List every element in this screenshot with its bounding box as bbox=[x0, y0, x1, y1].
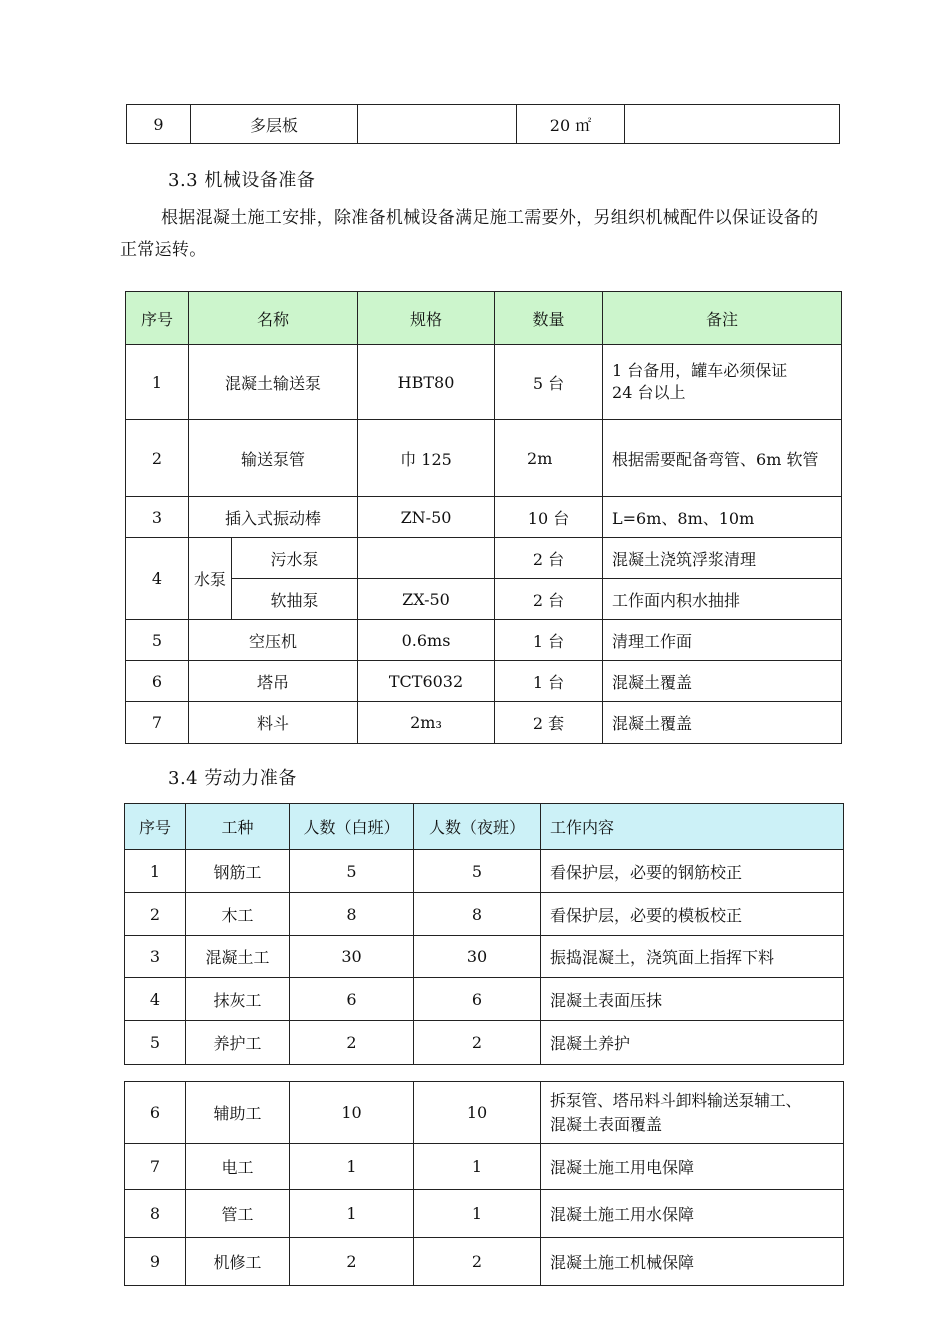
table-row bbox=[125, 1190, 844, 1238]
header-note: 备注 bbox=[603, 292, 842, 345]
labor-work: 混凝土施工机械保障 bbox=[541, 1238, 844, 1286]
work-line-2: 混凝土表面覆盖 bbox=[550, 1114, 663, 1134]
equipment-qty: 2 台 bbox=[495, 538, 603, 579]
equipment-spec: 0.6ms bbox=[358, 620, 495, 661]
equipment-name: 料斗 bbox=[189, 702, 358, 744]
header-type: 工种 bbox=[186, 804, 290, 850]
table-header-row bbox=[126, 292, 842, 345]
equipment-note: L=6m、8m、10m bbox=[603, 497, 842, 538]
labor-type: 抹灰工 bbox=[186, 978, 290, 1021]
header-no: 序号 bbox=[126, 292, 189, 345]
labor-type: 混凝土工 bbox=[186, 936, 290, 978]
section-paragraph bbox=[120, 202, 850, 266]
labor-type: 钢筋工 bbox=[186, 850, 290, 893]
table-row bbox=[127, 105, 840, 144]
material-spec bbox=[358, 105, 517, 144]
labor-night: 10 bbox=[414, 1082, 541, 1144]
row-no: 7 bbox=[126, 702, 189, 744]
labor-type: 养护工 bbox=[186, 1021, 290, 1065]
row-no: 4 bbox=[126, 538, 189, 620]
header-no: 序号 bbox=[125, 804, 186, 850]
table-row bbox=[125, 1144, 844, 1190]
labor-day: 2 bbox=[290, 1238, 414, 1286]
header-spec: 规格 bbox=[358, 292, 495, 345]
row-no: 9 bbox=[127, 105, 191, 144]
table-row bbox=[125, 1238, 844, 1286]
row-no: 6 bbox=[125, 1082, 186, 1144]
equipment-qty: 1 台 bbox=[495, 620, 603, 661]
row-no: 8 bbox=[125, 1190, 186, 1238]
equipment-name: 混凝土输送泵 bbox=[189, 345, 358, 420]
row-no: 1 bbox=[126, 345, 189, 420]
labor-day: 8 bbox=[290, 893, 414, 936]
paragraph-line-1: 根据混凝土施工安排，除准备机械设备满足施工需要外，另组织机械配件以保证设备的 bbox=[161, 208, 819, 228]
labor-work: 看保护层，必要的模板校正 bbox=[541, 893, 844, 936]
header-work: 工作内容 bbox=[541, 804, 844, 850]
table-row bbox=[125, 1021, 844, 1065]
note-line-1: 1 台备用，罐车必须保证 bbox=[612, 361, 788, 380]
equipment-note: 工作面内积水抽排 bbox=[603, 579, 842, 620]
table-header-row bbox=[125, 804, 844, 850]
table-row bbox=[126, 497, 842, 538]
equipment-name: 塔吊 bbox=[189, 661, 358, 702]
equipment-qty: 1 台 bbox=[495, 661, 603, 702]
equipment-name: 污水泵 bbox=[232, 538, 358, 579]
table-row bbox=[126, 420, 842, 497]
labor-type: 机修工 bbox=[186, 1238, 290, 1286]
equipment-note: 清理工作面 bbox=[603, 620, 842, 661]
labor-day: 1 bbox=[290, 1190, 414, 1238]
labor-day: 6 bbox=[290, 978, 414, 1021]
work-line-1: 拆泵管、塔吊料斗卸料输送泵辅工、 bbox=[550, 1090, 802, 1110]
labor-day: 30 bbox=[290, 936, 414, 978]
labor-work: 混凝土养护 bbox=[541, 1021, 844, 1065]
row-no: 3 bbox=[126, 497, 189, 538]
row-no: 7 bbox=[125, 1144, 186, 1190]
table-row bbox=[126, 579, 842, 620]
labor-work: 混凝土表面压抹 bbox=[541, 978, 844, 1021]
labor-night: 2 bbox=[414, 1238, 541, 1286]
header-qty: 数量 bbox=[495, 292, 603, 345]
labor-night: 30 bbox=[414, 936, 541, 978]
section-heading-3-4: 3.4 劳动力准备 bbox=[168, 768, 297, 789]
row-no: 2 bbox=[126, 420, 189, 497]
row-no: 9 bbox=[125, 1238, 186, 1286]
equipment-spec: HBT80 bbox=[358, 345, 495, 420]
labor-type: 辅助工 bbox=[186, 1082, 290, 1144]
equipment-spec: ZN-50 bbox=[358, 497, 495, 538]
labor-table bbox=[124, 803, 844, 1065]
header-day: 人数（白班） bbox=[290, 804, 414, 850]
table-row bbox=[125, 978, 844, 1021]
note-line-2: 24 台以上 bbox=[612, 383, 686, 402]
labor-table-continued bbox=[124, 1081, 844, 1286]
row-no: 5 bbox=[126, 620, 189, 661]
equipment-note: 根据需要配备弯管、6m 软管 bbox=[603, 420, 842, 497]
paragraph-line-2: 正常运转。 bbox=[120, 240, 207, 260]
table-row bbox=[125, 893, 844, 936]
material-note bbox=[625, 105, 840, 144]
labor-night: 1 bbox=[414, 1144, 541, 1190]
table-row bbox=[125, 936, 844, 978]
equipment-spec: 2m₃ bbox=[358, 702, 495, 744]
labor-day: 1 bbox=[290, 1144, 414, 1190]
table-row bbox=[126, 702, 842, 744]
labor-night: 6 bbox=[414, 978, 541, 1021]
labor-night: 5 bbox=[414, 850, 541, 893]
equipment-name: 软抽泵 bbox=[232, 579, 358, 620]
equipment-note: 混凝土覆盖 bbox=[603, 702, 842, 744]
section-heading-3-3: 3.3 机械设备准备 bbox=[168, 170, 316, 191]
row-no: 5 bbox=[125, 1021, 186, 1065]
labor-type: 木工 bbox=[186, 893, 290, 936]
material-qty: 20 ㎡ bbox=[517, 105, 625, 144]
labor-day: 5 bbox=[290, 850, 414, 893]
equipment-qty: 2 台 bbox=[495, 579, 603, 620]
table-row bbox=[125, 1082, 844, 1144]
equipment-qty: 2 套 bbox=[495, 702, 603, 744]
labor-type: 电工 bbox=[186, 1144, 290, 1190]
header-night: 人数（夜班） bbox=[414, 804, 541, 850]
row-no: 6 bbox=[126, 661, 189, 702]
row-no: 3 bbox=[125, 936, 186, 978]
labor-work bbox=[541, 1082, 844, 1144]
table-row bbox=[126, 345, 842, 420]
equipment-qty: 5 台 bbox=[495, 345, 603, 420]
equipment-qty: 10 台 bbox=[495, 497, 603, 538]
labor-day: 10 bbox=[290, 1082, 414, 1144]
row-no: 2 bbox=[125, 893, 186, 936]
equipment-spec: ZX-50 bbox=[358, 579, 495, 620]
equipment-table bbox=[125, 291, 842, 744]
material-name: 多层板 bbox=[191, 105, 358, 144]
labor-work: 混凝土施工用水保障 bbox=[541, 1190, 844, 1238]
labor-work: 看保护层，必要的钢筋校正 bbox=[541, 850, 844, 893]
labor-day: 2 bbox=[290, 1021, 414, 1065]
materials-table-tail bbox=[126, 104, 840, 144]
equipment-spec bbox=[358, 538, 495, 579]
labor-night: 1 bbox=[414, 1190, 541, 1238]
labor-work: 混凝土施工用电保障 bbox=[541, 1144, 844, 1190]
equipment-group: 水泵 bbox=[189, 538, 232, 620]
equipment-spec: TCT6032 bbox=[358, 661, 495, 702]
equipment-name: 插入式振动棒 bbox=[189, 497, 358, 538]
equipment-note: 混凝土覆盖 bbox=[603, 661, 842, 702]
labor-work: 振捣混凝土，浇筑面上指挥下料 bbox=[541, 936, 844, 978]
labor-type: 管工 bbox=[186, 1190, 290, 1238]
equipment-note bbox=[603, 345, 842, 420]
table-row bbox=[125, 850, 844, 893]
equipment-spec: 巾 125 bbox=[358, 420, 495, 497]
labor-night: 8 bbox=[414, 893, 541, 936]
equipment-note: 混凝土浇筑浮浆清理 bbox=[603, 538, 842, 579]
table-row bbox=[126, 661, 842, 702]
row-no: 1 bbox=[125, 850, 186, 893]
table-row bbox=[126, 538, 842, 579]
header-name: 名称 bbox=[189, 292, 358, 345]
labor-night: 2 bbox=[414, 1021, 541, 1065]
equipment-name: 空压机 bbox=[189, 620, 358, 661]
table-row bbox=[126, 620, 842, 661]
equipment-name: 输送泵管 bbox=[189, 420, 358, 497]
equipment-qty: 2m bbox=[495, 420, 603, 497]
row-no: 4 bbox=[125, 978, 186, 1021]
